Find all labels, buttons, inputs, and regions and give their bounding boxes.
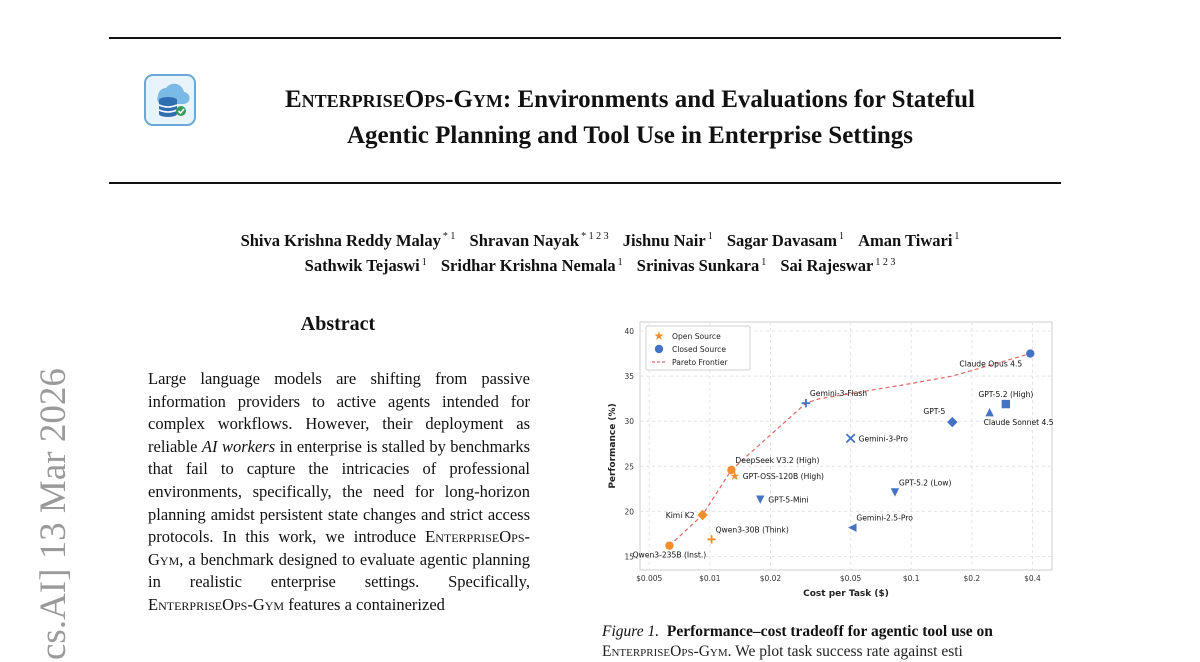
author: Shravan Nayak $^{* 1 2 3}$ [469,230,609,250]
x-tick-label: $0.02 [759,574,782,583]
data-point-label: Qwen3-235B (Inst.) [632,550,707,560]
data-point-label: Gemini-2.5-Pro [856,513,913,523]
performance-cost-chart [600,316,1060,606]
x-tick-label: $0.2 [963,574,981,583]
y-axis-label: Performance (%) [608,403,618,489]
y-tick-label: 30 [624,417,634,427]
y-tick-label: 35 [624,372,634,382]
legend-label: Open Source [672,332,721,341]
data-point-label: GPT-5.2 (Low) [898,478,952,488]
y-tick-label: 15 [624,552,634,562]
figure-title: Performance–cost tradeoff for agentic tool use on [666,623,993,640]
abstract-heading: Abstract [300,313,376,335]
author: Jishnu Nair $^1$ [622,230,713,250]
author: Sai Rajeswar $^{1 2 3}$ [780,256,896,275]
title-line2: Agentic Planning and Tool Use in Enterprise Settings [346,122,914,149]
figure-caption: Figure 1. Performance–cost tradeoff for agentic tool use on EnterpriseOps-Gym. We plot task success rate against esti [602,623,993,660]
author: Aman Tiwari $^1$ [858,230,960,250]
y-tick-label: 25 [624,462,634,472]
data-point-label: Claude Sonnet 4.5 [983,418,1054,428]
author: Shiva Krishna Reddy Malay $^{* 1}$ [240,230,456,250]
y-tick-label: 40 [624,327,634,337]
abstract-text: Large language models are shifting from passive information providers to active agents intended for complex workflows. However, their deployment as reliable AI workers in enterprise is stalled by benchmarks that fail to capture the intricacies of professional environments, specifically, the need for long-horizon planning amidst persistent state changes and strict access protocols. In this work, we introduce EnterpriseOps-Gym, a benchmark designed to evaluate agentic planning in realistic enterprise settings. Specifically, EnterpriseOps-Gym features a containerized [148,369,531,614]
x-tick-label: $0.1 [902,574,920,583]
y-tick-label: 20 [624,507,634,517]
author: Srinivas Sunkara $^1$ [636,256,767,275]
data-point-label: GPT-5-Mini [768,495,809,505]
author: Sridhar Krishna Nemala $^1$ [440,256,623,275]
data-point-label: Gemini-3-Flash [809,389,868,399]
x-tick-label: $0.05 [839,574,862,583]
data-point-marker [665,541,673,549]
bottom-rule [109,182,1061,184]
data-point-label: Gemini-3-Pro [858,434,908,444]
data-point-label: GPT-OSS-120B (High) [742,472,825,482]
data-point-label: DeepSeek V3.2 (High) [735,455,820,465]
data-point-label: Claude Opus 4.5 [959,359,1023,369]
x-tick-label: $0.4 [1024,574,1041,583]
author-list [109,226,1091,277]
figure-label: Figure 1. [602,623,660,640]
author: Sathwik Tejaswi $^1$ [304,256,427,275]
data-point-label: Qwen3-30B (Think) [715,525,789,535]
legend-swatch [655,345,663,353]
legend-label: Closed Source [672,345,727,354]
data-point-label: GPT-5.2 (High) [978,390,1034,400]
x-axis-label: Cost per Task ($) [803,589,889,599]
title-line1: : Environments and Evaluations for Stateful [502,86,975,113]
arxiv-stamp: cs.AI] 13 Mar 2026 [33,368,74,660]
x-tick-label: $0.005 [636,574,663,583]
paper-title [200,82,1060,154]
top-rule [109,37,1061,39]
data-point-marker [1026,349,1034,357]
author: Sagar Davasam $^1$ [726,230,845,250]
data-point-label: GPT-5 [923,407,946,417]
legend-label: Pareto Frontier [672,358,728,367]
data-point-label: Kimi K2 [665,510,695,520]
x-tick-label: $0.01 [699,574,721,583]
title-benchmark-name: EnterpriseOps-Gym [285,86,503,113]
data-point-marker [1002,400,1010,408]
database-cloud-logo [144,74,196,126]
